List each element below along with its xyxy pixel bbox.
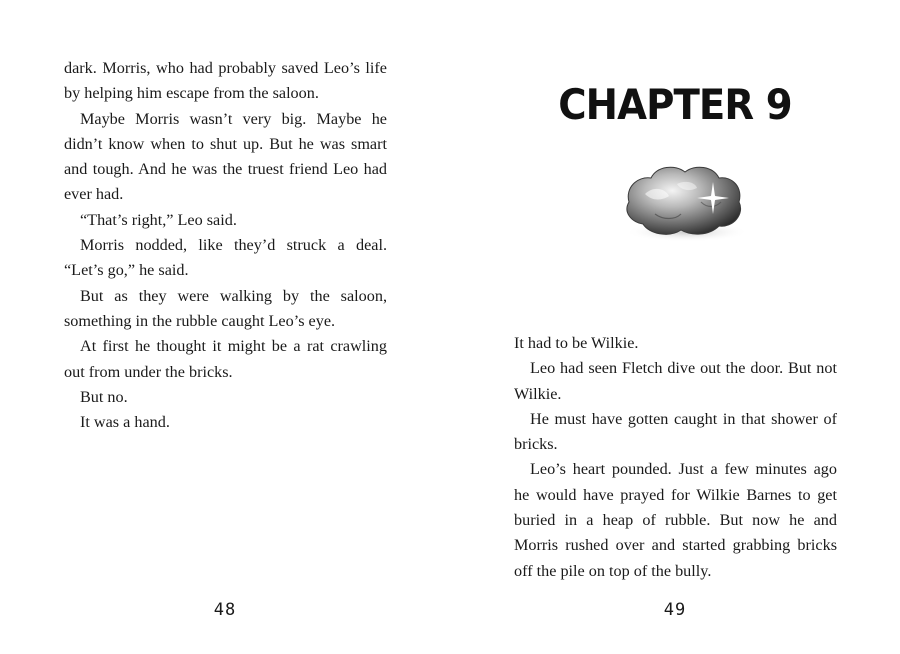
paragraph: Morris nodded, like they’d struck a deal. “Let’s go,” he said. (64, 236, 387, 280)
right-page-text (514, 331, 837, 584)
paragraph: But as they were walking by the saloon, something in the rubble caught Leo’s eye. (64, 286, 387, 330)
paragraph: “That’s right,” Leo said. (80, 210, 237, 229)
paragraph: But no. (80, 387, 128, 406)
paragraph: dark. Morris, who had probably saved Leo’s life by helping him escape from the saloon. (64, 59, 387, 103)
paragraph: At first he thought it might be a rat crawling out from under the bricks. (64, 337, 387, 381)
paragraph: It had to be Wilkie. (514, 334, 639, 352)
paragraph: He must have gotten caught in that shower of bricks. (514, 409, 837, 454)
chapter-title: CHAPTER 9 (558, 80, 792, 129)
paragraph: Maybe Morris wasn’t very big. Maybe he didn’t know when to shut up. But he was smart and tough. And he was the truest friend Leo had ever had. (64, 109, 387, 204)
left-page-text (64, 56, 387, 435)
page-number-left: 48 (213, 600, 237, 620)
paragraph: Leo’s heart pounded. Just a few minutes ago he would have prayed for Wilkie Barnes to get buried in a heap of rubble. But now he and Morris rushed over and started grabbing bricks off the pile on top of the bully. (514, 460, 837, 580)
right-page (450, 0, 900, 654)
page-number-right: 49 (663, 600, 687, 620)
gold-nugget-icon (615, 150, 755, 250)
paragraph: It was a hand. (80, 413, 170, 432)
paragraph: Leo had seen Fletch dive out the door. But not Wilkie. (514, 359, 837, 403)
